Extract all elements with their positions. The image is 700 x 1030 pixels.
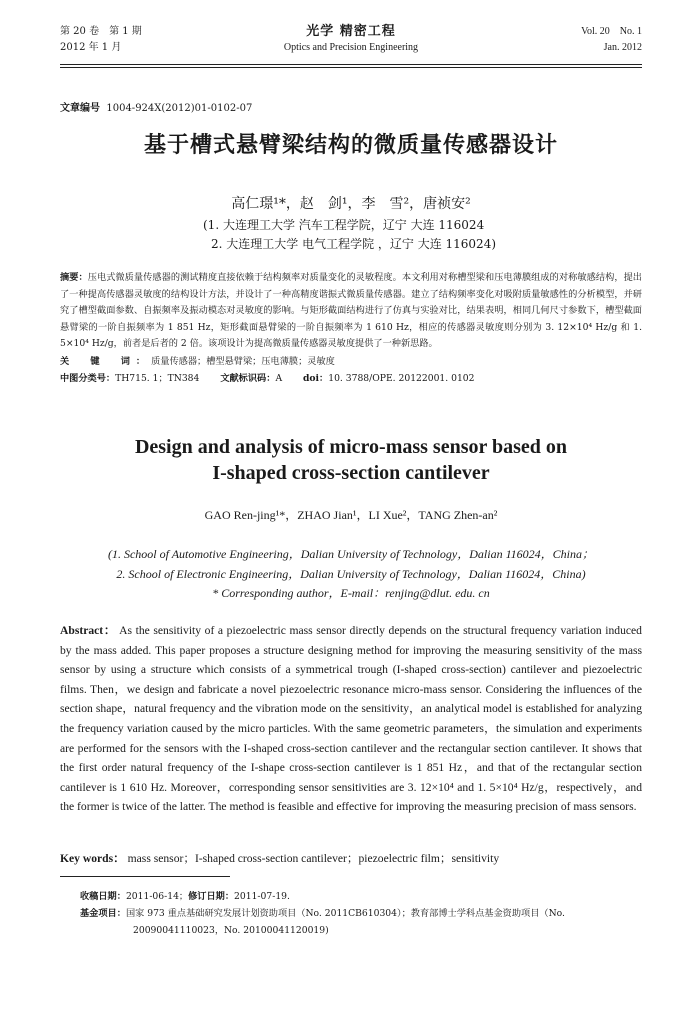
affiliations-cn: [60, 216, 642, 254]
volume-issue-cn: 第 20 卷 第 1 期: [60, 26, 142, 37]
classification-line: [60, 370, 642, 384]
authors-en: GAO Ren-jing¹*，ZHAO Jian¹，LI Xue²，TANG Zhen-an²: [204, 508, 498, 522]
keywords-en-label: Key words：: [60, 852, 125, 865]
authors-cn: 高仁璟¹*，赵 剑¹，李 雪²，唐祯安²: [231, 196, 471, 212]
abstract-cn-text: 压电式微质量传感器的测试精度直接依赖于结构频率对质量变化的灵敏程度。本文利用对称槽型梁和压电薄膜组成的对称敏感结构，提出了一种提高传感器灵敏度的结构设计方法，并设计了一种高精度谐振式微质量传感器。建立了结构频率变化对吸附质量敏感性的分析模型，并研究了槽型截面参数、自振频率及振动模态对灵敏度的影响。与矩形截面结构进行了仿真与实验对比，结果表明，相同几何尺寸参数下，槽型截面悬臂梁的一阶自振频率为 1 851 Hz，矩形截面悬臂梁的一阶自振频率为 1 610 Hz，相应的传感器灵敏度则分别为 3. 12×10⁴ Hz/g 和 1. 5×10⁴ Hz/g，前者是后者的 2 倍。该项设计为提高微质量传感器灵敏度提供了一种新思路。: [60, 272, 642, 349]
title-en: [60, 434, 642, 486]
clc-label: 中图分类号：: [60, 373, 116, 384]
date-cn: 2012 年 1 月: [60, 42, 122, 53]
fund-label: 基金项目：: [80, 908, 126, 919]
abstract-en-label: Abstract：: [60, 624, 117, 637]
doc-code-value: A: [275, 373, 283, 384]
header-rule-thick: [60, 64, 642, 65]
title-en-line-2: I-shaped cross-section cantilever: [212, 462, 490, 484]
journal-name-cn: 光学 精密工程: [306, 24, 396, 39]
header-rule-thin: [60, 67, 642, 68]
title-en-line-1: Design and analysis of micro-mass sensor based on: [134, 436, 568, 458]
affiliation-cn-2: 2. 大连理工大学 电气工程学院 ，辽宁 大连 116024): [211, 237, 497, 251]
article-number: [60, 99, 252, 114]
received-value: 2011-06-14；: [125, 891, 189, 902]
abstract-en: [60, 621, 642, 817]
fund-footnote: [80, 905, 642, 922]
affiliation-en-1: (1. School of Automotive Engineering，Dalian University of Technology，Dalian 116024，China；: [107, 547, 595, 561]
doc-code-label: 文献标识码：: [220, 373, 276, 384]
fund-line-2: 20090041110023，No. 20100041120019): [133, 925, 329, 936]
abstract-cn: [60, 270, 642, 353]
doi-value: 10. 3788/OPE. 20122001. 0102: [328, 373, 475, 384]
title-cn: 基于槽式悬臂梁结构的微质量传感器设计: [143, 133, 558, 158]
affiliation-en-2: 2. School of Electronic Engineering，Dalian University of Technology，Dalian 116024，China): [116, 566, 586, 581]
article-number-label: 文章编号: [60, 103, 100, 114]
abstract-en-text: As the sensitivity of a piezoelectric mass sensor directly depends on the structural frequency variation induced by the mass added. This paper proposes a structure designing method for improving the measuring sensitivity of the mass sensor by using a structure which consists of a symmetrical trough (I-shaped cross-section) cantilever and piezoelectric films. Then，we design and fabricate a novel piezoelectric resonance micro-mass sensor. Considering the influences of the section shape，natural frequency and the vibration mode on the sensitivity，an analytical model is established for analyzing the frequency variation caused by the micro particles. With the same geometric parameters，the simulation and experiments are performed for the sensors with the I-shaped cross-section cantilever and the rectangular section cantilever. It shows that the first order natural frequency of the I-shape cross-section cantilever is 1 851 Hz，and that of the rectangular section cantilever is 1 610 Hz. Moreover，corresponding sensor sensitivities are 3. 12×10⁴ and 1. 5×10⁴ Hz/g，respectively，and the former is twice of the latter. The method is feasible and effective for improving the measuring precision of mass sensors.: [60, 624, 642, 814]
keywords-cn-label: 关 键 词：: [60, 356, 152, 367]
corresponding-author: * Corresponding author，E-mail：renjing@dlut. edu. cn: [212, 586, 490, 600]
keywords-cn: [60, 353, 335, 367]
affiliation-cn-1: (1. 大连理工大学 汽车工程学院，辽宁 大连 116024: [203, 218, 485, 232]
keywords-en-text: mass sensor；I-shaped cross-section cantilever；piezoelectric film；sensitivity: [127, 852, 500, 865]
footnote-rule: [60, 876, 230, 877]
doi-label: doi：: [303, 373, 329, 384]
date-en: Jan. 2012: [603, 42, 642, 53]
issue-info-en: [581, 24, 642, 56]
revised-value: 2011-07-19.: [234, 891, 290, 902]
keywords-en: [60, 850, 642, 866]
abstract-cn-label: 摘要：: [60, 272, 88, 283]
journal-name: [60, 24, 642, 56]
article-number-value: 1004-924X(2012)01-0102-07: [106, 103, 253, 114]
clc-value: TH715. 1；TN384: [115, 373, 200, 384]
received-label: 收稿日期：: [80, 891, 126, 902]
fund-line-1: 国家 973 重点基础研究发展计划资助项目（No. 2011CB610304）；教育部博士学科点基金资助项目（No.: [125, 908, 565, 919]
running-header: [60, 24, 642, 62]
journal-name-en: Optics and Precision Engineering: [283, 42, 419, 53]
volume-issue-en: Vol. 20 No. 1: [581, 26, 642, 37]
keywords-cn-text: 质量传感器；槽型悬臂梁；压电薄膜；灵敏度: [151, 356, 335, 367]
revised-label: 修订日期：: [188, 891, 235, 902]
affiliations-en: [60, 545, 642, 604]
dates-footnote: [80, 888, 642, 905]
footnotes: [80, 888, 642, 939]
